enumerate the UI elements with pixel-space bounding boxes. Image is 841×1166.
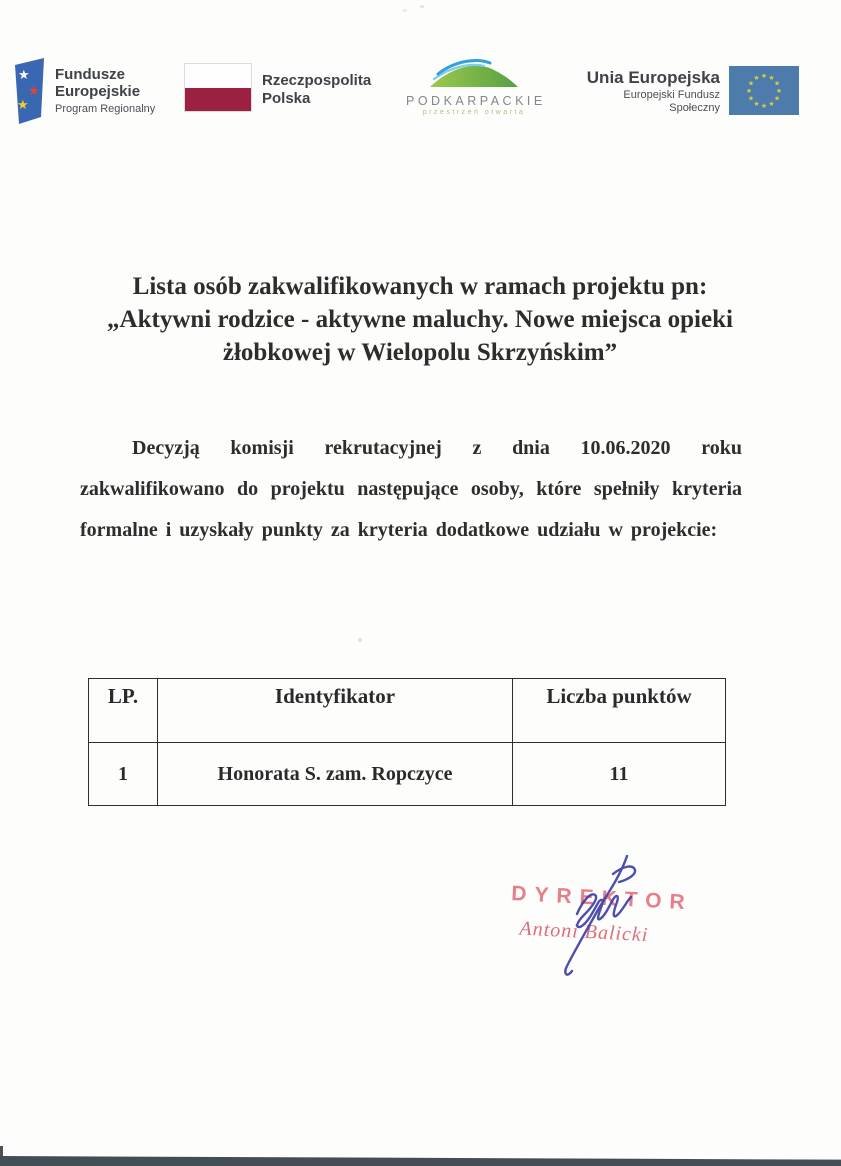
eu-logo-line1: Unia Europejska — [586, 68, 720, 87]
podkarpackie-subtitle: przestrzeń otwarta — [422, 109, 526, 116]
fe-logo-line2: Europejskie — [55, 83, 141, 100]
logo-rzeczpospolita-polska — [184, 63, 371, 112]
header-lp: LP. — [89, 679, 158, 743]
svg-text:★: ★ — [745, 87, 753, 95]
decision-paragraph: Decyzją komisji rekrutacyjnej z dnia 10.06.2020 roku zakwalifikowano do projektu następujące osoby, które spełniły kryteria formalne i uzyskały punkty za kryteria dodatkowe udziału w projekcie: — [80, 437, 742, 541]
svg-text:★: ★ — [17, 97, 29, 112]
stamp-role: DYREKTOR — [510, 882, 694, 915]
svg-text:★: ★ — [773, 79, 781, 88]
svg-text:★: ★ — [773, 94, 781, 103]
table-row — [89, 743, 726, 806]
eu-flag-icon — [729, 66, 799, 120]
eu-logo-line2: Europejski Fundusz Społeczny — [623, 89, 720, 114]
svg-text:★: ★ — [768, 100, 775, 108]
scan-speck — [402, 9, 407, 12]
stamp-name: Antoni Balicki — [519, 917, 649, 947]
cell-liczba-punktow: 11 — [513, 743, 726, 806]
eu-funds-flag-icon — [13, 58, 46, 129]
signature-scribble — [525, 852, 675, 987]
header-identyfikator: Identyfikator — [158, 679, 513, 743]
svg-text:★: ★ — [775, 87, 783, 95]
qualified-persons-table — [88, 678, 726, 806]
logo-podkarpackie — [406, 58, 546, 116]
scan-speck — [358, 638, 362, 642]
document-title — [60, 270, 780, 369]
fe-logo-line1: Fundusze — [55, 66, 125, 83]
svg-text:★: ★ — [760, 72, 768, 80]
poland-flag-icon — [184, 63, 252, 112]
logo-unia-europejska — [575, 66, 799, 120]
title-line-1: Lista osób zakwalifikowanych w ramach projektu pn: — [132, 273, 708, 300]
svg-text:★: ★ — [768, 74, 775, 82]
svg-text:★: ★ — [747, 79, 755, 88]
fe-logo-subtitle: Program Regionalny — [55, 103, 156, 115]
logo-fundusze-europejskie — [13, 58, 155, 129]
svg-text:★: ★ — [747, 94, 755, 103]
header-liczba-punktow: Liczba punktów — [513, 679, 726, 743]
cell-lp: 1 — [89, 743, 158, 806]
pl-logo-line1: Rzeczpospolita — [262, 72, 372, 89]
svg-text:★: ★ — [18, 67, 30, 82]
svg-text:★: ★ — [760, 102, 768, 110]
title-line-2: „Aktywni rodzice - aktywne maluchy. Nowe miejsca opieki — [107, 306, 733, 333]
cell-identyfikator: Honorata S. zam. Ropczyce — [158, 743, 513, 806]
table-header-row — [89, 679, 726, 743]
scan-edge-band — [0, 1156, 841, 1166]
svg-text:★: ★ — [753, 100, 760, 108]
pl-logo-line2: Polska — [262, 90, 311, 107]
svg-text:★: ★ — [753, 74, 760, 82]
scan-speck — [420, 5, 424, 8]
podkarpackie-hills-icon — [428, 75, 520, 92]
svg-text:★: ★ — [28, 83, 40, 98]
title-line-3: żłobkowej w Wielopolu Skrzyńskim” — [222, 339, 618, 366]
podkarpackie-name: PODKARPACKIE — [406, 94, 546, 108]
